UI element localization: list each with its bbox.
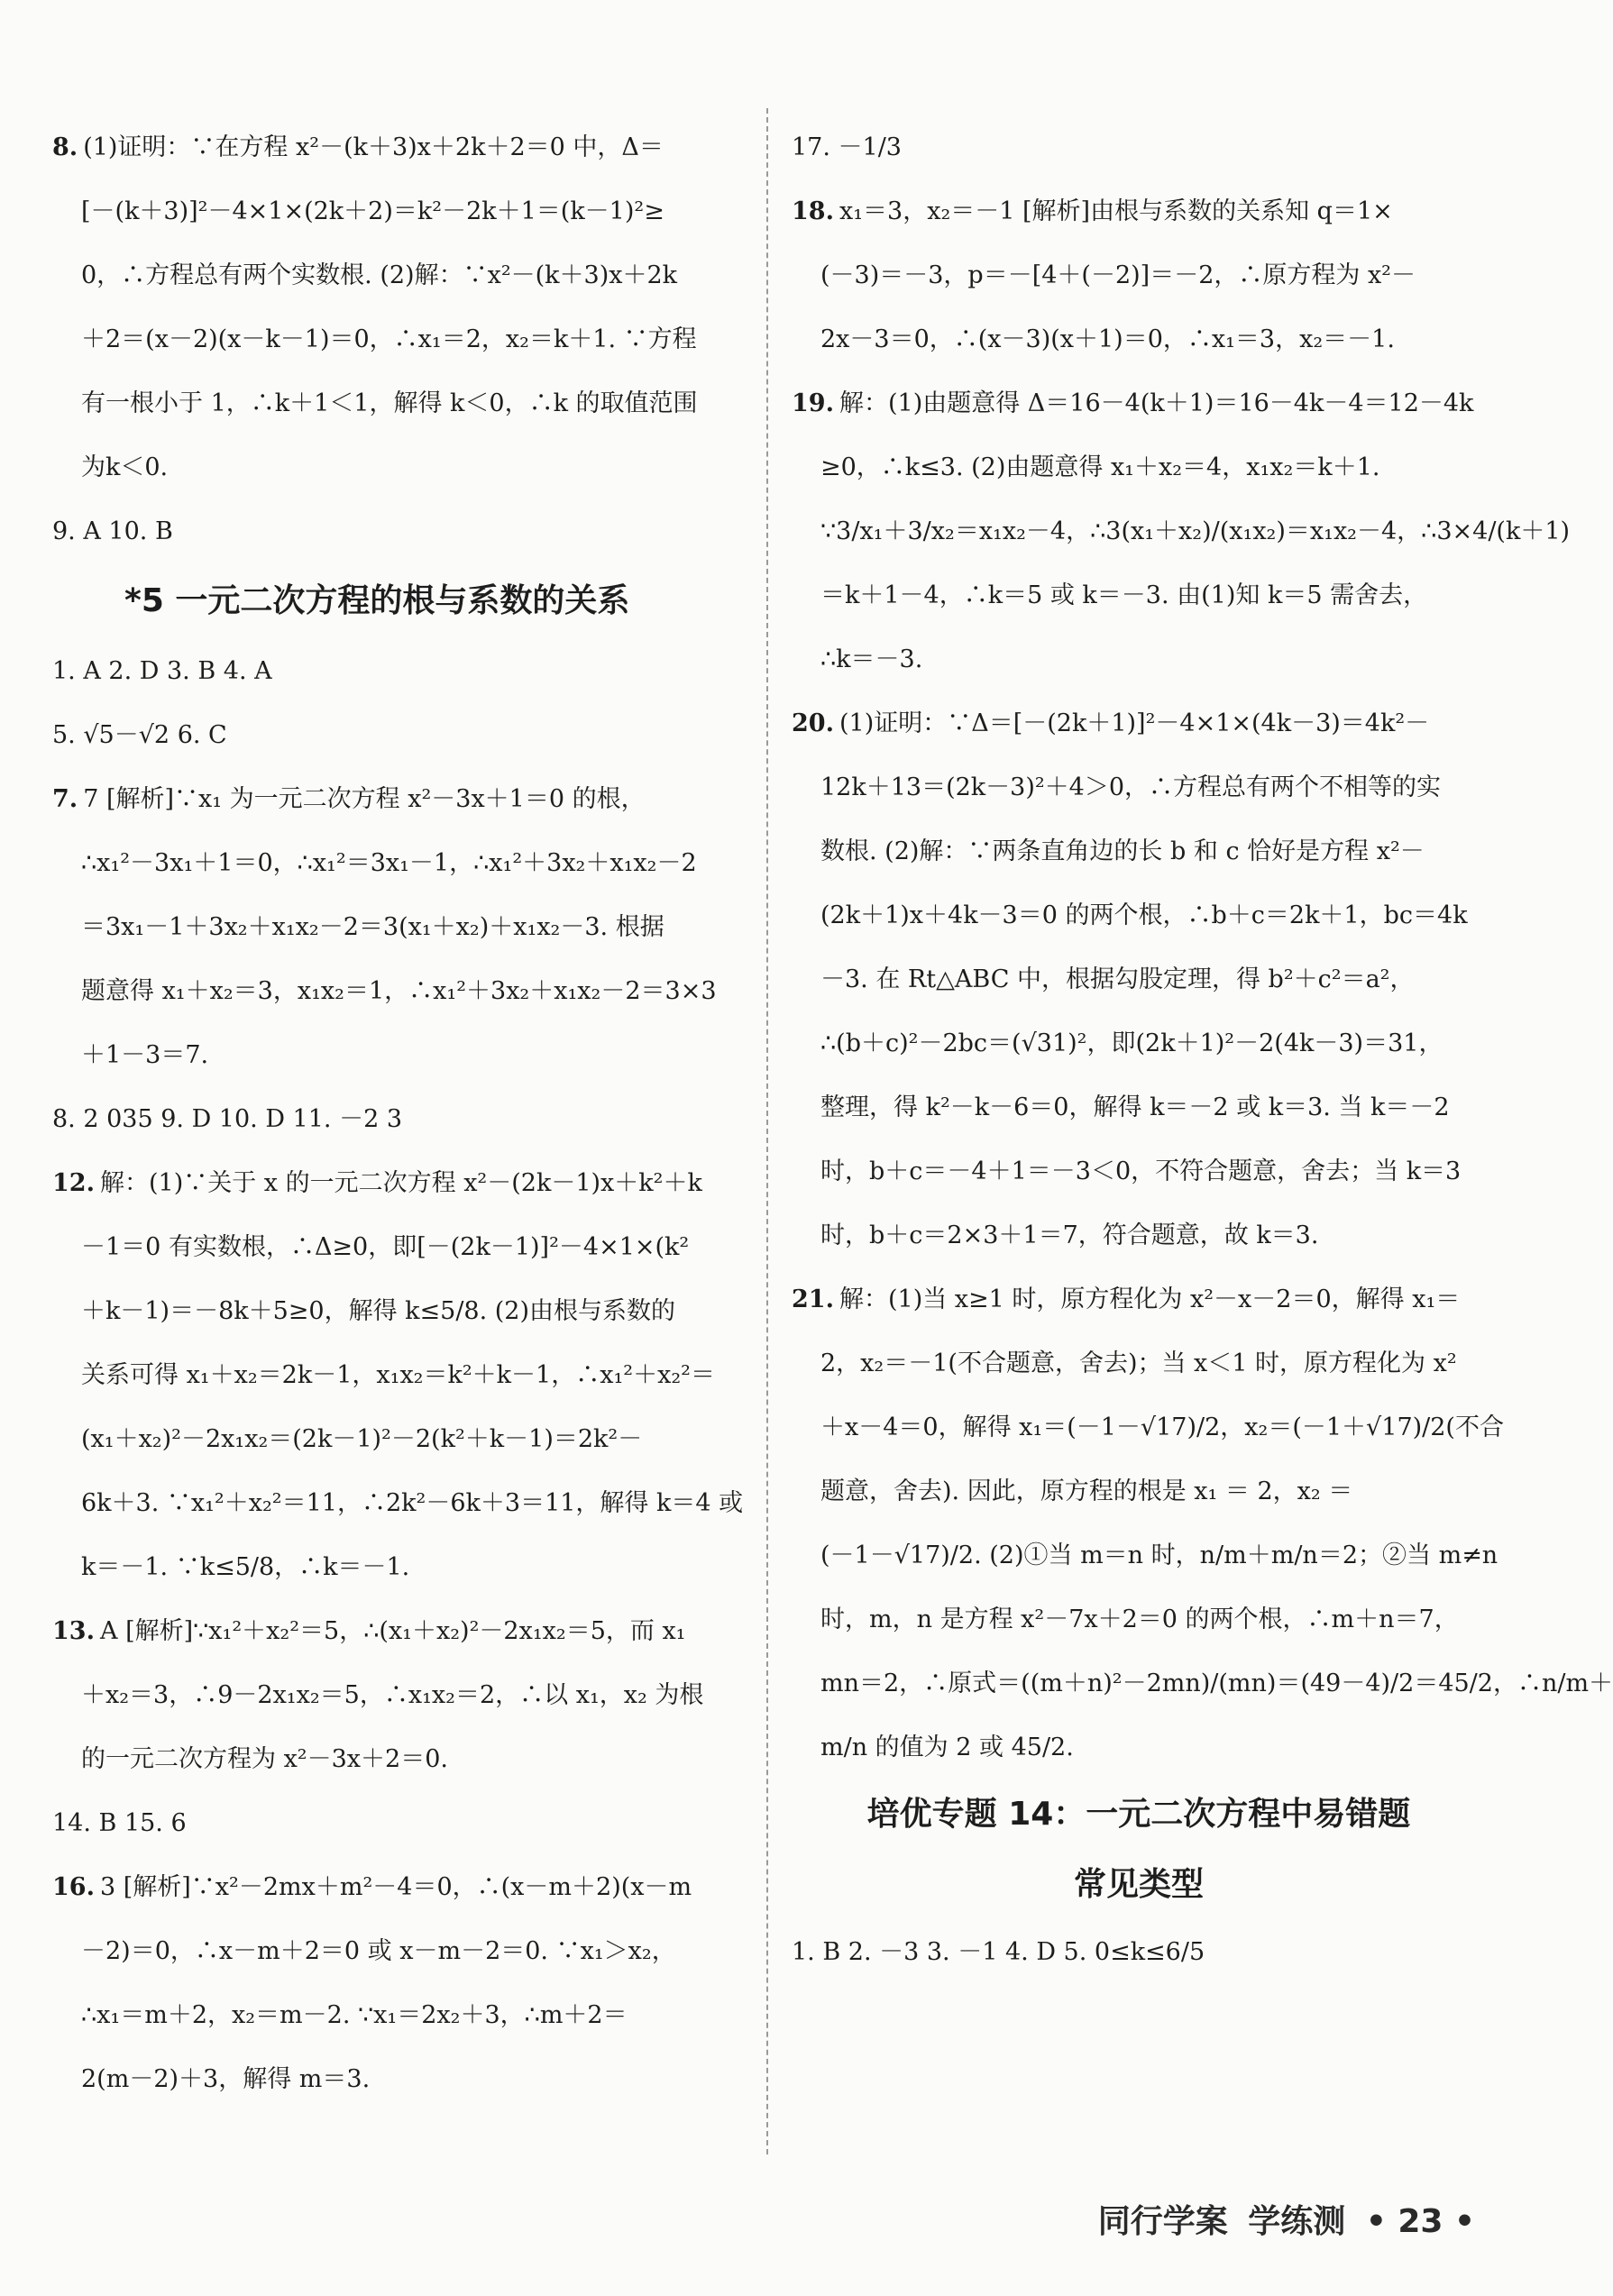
answer-line: 有一根小于 1，∴k＋1＜1，解得 k＜0，∴k 的取值范围 xyxy=(81,389,698,417)
answer-line: 题意，舍去). 因此，原方程的根是 x₁ ＝ 2，x₂ ＝ xyxy=(820,1477,1353,1505)
answer-line: 12k＋13＝(2k－3)²＋4＞0，∴方程总有两个不相等的实 xyxy=(820,773,1442,801)
answer-line: ＋2＝(x－2)(x－k－1)＝0，∴x₁＝2，x₂＝k＋1. ∵方程 xyxy=(81,325,697,353)
page-number: • 23 • xyxy=(1365,2203,1475,2240)
answer-18 xyxy=(792,179,1486,371)
answer-line: ＋x₂＝3，∴9－2x₁x₂＝5，∴x₁x₂＝2，∴以 x₁，x₂ 为根 xyxy=(81,1681,704,1709)
question-number: 8. xyxy=(52,133,78,161)
answer-line: 时，b＋c＝－4＋1＝－3＜0，不符合题意，舍去；当 k＝3 xyxy=(820,1157,1462,1185)
answer-line: ＋1－3＝7. xyxy=(81,1041,209,1069)
answers-8-11: 8. 2 035 9. D 10. D 11. －2 3 xyxy=(52,1105,403,1133)
answer-line: 整理，得 k²－k－6＝0，解得 k＝－2 或 k＝3. 当 k＝－2 xyxy=(820,1093,1450,1121)
answer-16 xyxy=(52,1855,747,2111)
special-topic-title: 培优专题 14：一元二次方程中易错题 xyxy=(866,1796,1411,1833)
answer-line: ∴x₁＝m＋2，x₂＝m－2. ∵x₁＝2x₂＋3，∴m＋2＝ xyxy=(81,2001,628,2029)
question-number: 7. xyxy=(52,785,78,813)
answers-14-15: 14. B 15. 6 xyxy=(52,1809,187,1837)
section-title: *5 一元二次方程的根与系数的关系 xyxy=(124,582,630,619)
answer-line: 解：(1)由题意得 Δ＝16－4(k＋1)＝16－4k－4＝12－4k xyxy=(839,389,1474,417)
answers-1-4: 1. A 2. D 3. B 4. A xyxy=(52,657,272,685)
answer-line: (1)证明：∵Δ＝[－(2k＋1)]²－4×1×(4k－3)＝4k²－ xyxy=(839,709,1430,737)
answer-line: 解：(1)∵关于 x 的一元二次方程 x²－(2k－1)x＋k²＋k xyxy=(99,1169,702,1197)
special-topic-subtitle: 常见类型 xyxy=(1073,1866,1204,1903)
answer-line: 为k＜0. xyxy=(81,453,169,481)
answer-line: ≥0，∴k≤3. (2)由题意得 x₁＋x₂＝4，x₁x₂＝k＋1. xyxy=(820,453,1380,481)
answers-5-6: 5. √5－√2 6. C xyxy=(52,721,227,749)
answers-9-10: 9. A 10. B xyxy=(52,517,173,545)
answer-line: 数根. (2)解：∵两条直角边的长 b 和 c 恰好是方程 x²－ xyxy=(820,837,1425,865)
answer-line: 2x－3＝0，∴(x－3)(x＋1)＝0，∴x₁＝3，x₂＝－1. xyxy=(820,325,1395,353)
answer-line: －1＝0 有实数根，∴Δ≥0，即[－(2k－1)]²－4×1×(k² xyxy=(81,1233,690,1261)
answer-17: 17. －1/3 xyxy=(792,133,902,161)
question-number: 13. xyxy=(52,1617,95,1645)
brand-name: 同行学案 xyxy=(1097,2203,1228,2240)
answer-line: 时，m，n 是方程 x²－7x＋2＝0 的两个根，∴m＋n＝7， xyxy=(820,1605,1459,1633)
answer-line: ∵3/x₁＋3/x₂＝x₁x₂－4，∴3(x₁＋x₂)/(x₁x₂)＝x₁x₂－4，∴3×4/(k＋1) xyxy=(820,517,1571,545)
answer-line: ＝3x₁－1＋3x₂＋x₁x₂－2＝3(x₁＋x₂)＋x₁x₂－3. 根据 xyxy=(81,913,664,941)
answer-21 xyxy=(792,1267,1613,1779)
answer-line: 2，x₂＝－1(不合题意，舍去)；当 x＜1 时，原方程化为 x² xyxy=(820,1349,1457,1377)
answer-line: ＋k－1)＝－8k＋5≥0，解得 k≤5/8. (2)由根与系数的 xyxy=(81,1297,676,1325)
answer-line: ∴x₁²－3x₁＋1＝0，∴x₁²＝3x₁－1，∴x₁²＋3x₂＋x₁x₂－2 xyxy=(81,849,697,877)
right-column xyxy=(792,115,1613,1984)
page-footer xyxy=(1089,2196,1475,2242)
answer-line: (－3)＝－3，p＝－[4＋(－2)]＝－2，∴原方程为 x²－ xyxy=(820,261,1416,289)
question-number: 20. xyxy=(792,709,834,737)
answer-line: (－1－√17)/2. (2)①当 m＝n 时，n/m＋m/n＝2；②当 m≠n xyxy=(820,1541,1498,1569)
answer-line: k＝－1. ∵k≤5/8，∴k＝－1. xyxy=(81,1553,410,1581)
answer-line: x₁＝3，x₂＝－1 [解析]由根与系数的关系知 q＝1× xyxy=(839,197,1393,225)
answer-line: (x₁＋x₂)²－2x₁x₂＝(2k－1)²－2(k²＋k－1)＝2k²－ xyxy=(81,1425,643,1453)
answer-line: m/n 的值为 2 或 45/2. xyxy=(820,1733,1074,1761)
answer-20 xyxy=(792,691,1486,1267)
answer-line: 题意得 x₁＋x₂＝3，x₁x₂＝1，∴x₁²＋3x₂＋x₁x₂－2＝3×3 xyxy=(81,977,717,1005)
answer-line: (1)证明：∵在方程 x²－(k＋3)x＋2k＋2＝0 中，Δ＝ xyxy=(83,133,664,161)
answer-12 xyxy=(52,1151,747,1599)
question-number: 16. xyxy=(52,1873,95,1901)
answer-line: mn＝2，∴原式＝((m＋n)²－2mn)/(mn)＝(49－4)/2＝45/2，∴n/m＋ xyxy=(820,1669,1613,1697)
answer-line: 6k＋3. ∵x₁²＋x₂²＝11，∴2k²－6k＋3＝11，解得 k＝4 或 xyxy=(81,1489,744,1517)
answer-line: ＋x－4＝0，解得 x₁＝(－1－√17)/2，x₂＝(－1＋√17)/2(不合 xyxy=(820,1413,1504,1441)
answer-line: ∴(b＋c)²－2bc＝(√31)²，即(2k＋1)²－2(4k－3)＝31， xyxy=(820,1029,1443,1057)
answer-line: 3 [解析]∵x²－2mx＋m²－4＝0，∴(x－m＋2)(x－m xyxy=(99,1873,692,1901)
answer-line: －2)＝0，∴x－m＋2＝0 或 x－m－2＝0. ∵x₁＞x₂， xyxy=(81,1937,676,1965)
answer-line: ∴k＝－3. xyxy=(820,645,923,673)
answer-line: 2(m－2)＋3，解得 m＝3. xyxy=(81,2065,371,2093)
answer-line: 的一元二次方程为 x²－3x＋2＝0. xyxy=(81,1745,448,1773)
left-column xyxy=(52,115,747,2111)
question-number: 19. xyxy=(792,389,834,417)
question-number: 18. xyxy=(792,197,834,225)
answer-19 xyxy=(792,371,1571,691)
series-name: 学练测 xyxy=(1248,2203,1346,2240)
answer-line: 0，∴方程总有两个实数根. (2)解：∵x²－(k＋3)x＋2k xyxy=(81,261,678,289)
answer-line: －3. 在 Rt△ABC 中，根据勾股定理，得 b²＋c²＝a²， xyxy=(820,965,1415,993)
answer-13 xyxy=(52,1599,747,1791)
answer-line: 解：(1)当 x≥1 时，原方程化为 x²－x－2＝0，解得 x₁＝ xyxy=(839,1285,1461,1313)
question-number: 21. xyxy=(792,1285,834,1313)
question-number: 12. xyxy=(52,1169,95,1197)
answer-8 xyxy=(52,115,747,499)
answer-line: 7 [解析]∵x₁ 为一元二次方程 x²－3x＋1＝0 的根， xyxy=(83,785,646,813)
answers-special-1-5: 1. B 2. －3 3. －1 4. D 5. 0≤k≤6/5 xyxy=(792,1938,1205,1966)
answer-7 xyxy=(52,767,747,1087)
answer-line: ＝k＋1－4，∴k＝5 或 k＝－3. 由(1)知 k＝5 需舍去， xyxy=(820,581,1428,609)
answer-line: A [解析]∵x₁²＋x₂²＝5，∴(x₁＋x₂)²－2x₁x₂＝5，而 x₁ xyxy=(99,1617,686,1645)
answer-line: 时，b＋c＝2×3＋1＝7，符合题意，故 k＝3. xyxy=(820,1221,1319,1249)
answer-line: [－(k＋3)]²－4×1×(2k＋2)＝k²－2k＋1＝(k－1)²≥ xyxy=(81,197,664,225)
answer-line: (2k＋1)x＋4k－3＝0 的两个根，∴b＋c＝2k＋1，bc＝4k xyxy=(820,901,1468,929)
answer-line: 关系可得 x₁＋x₂＝2k－1，x₁x₂＝k²＋k－1，∴x₁²＋x₂²＝ xyxy=(81,1361,715,1389)
column-divider xyxy=(766,108,768,2154)
